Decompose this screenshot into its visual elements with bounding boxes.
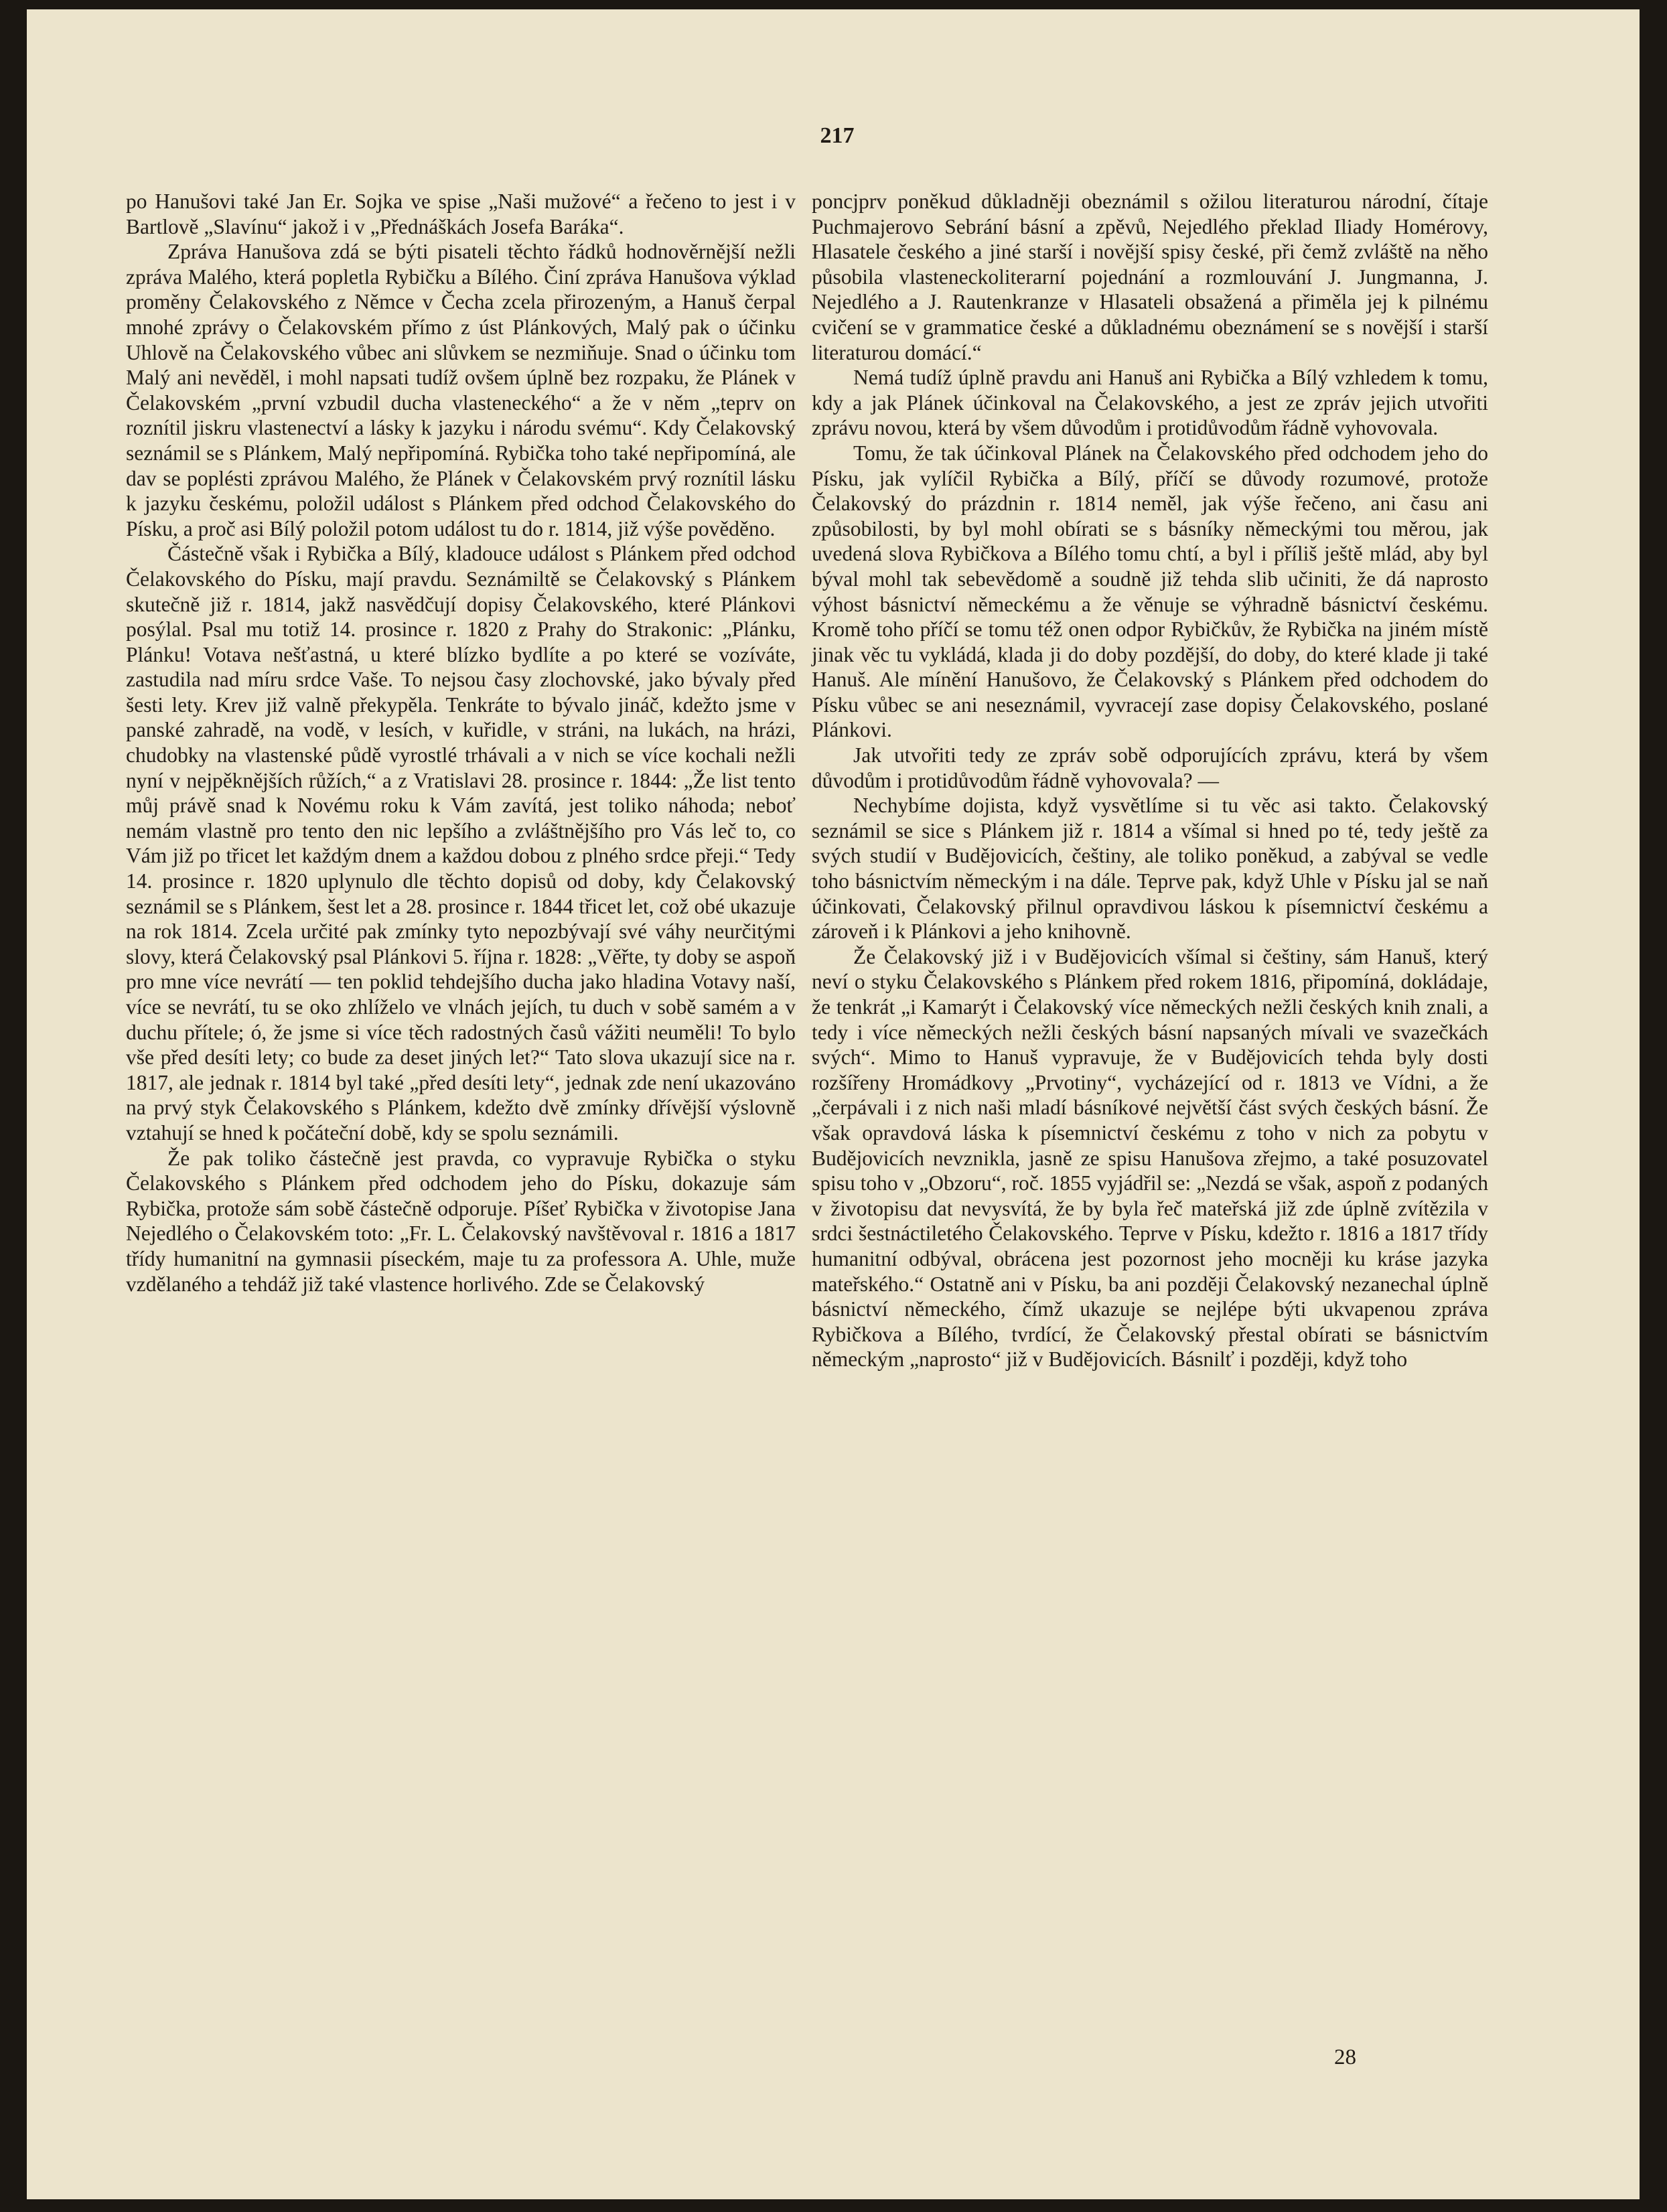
- page-number: 217: [820, 123, 855, 148]
- left-column-paragraph: Že pak toliko částečně jest pravda, co vypravuje Rybička o styku Čelakovského s Plánkem před odchodem jeho do Písku, dokazuje sám Rybička, protože sám sobě částečně odporuje. Píšeť Rybička v životopise Jana Nejedlého o Čelakovském toto: „Fr. L. Čelakovský navštěvoval r. 1816 a 1817 třídy humanitní na gymnasii píseckém, maje tu za professora A. Uhle, muže vzdělaného a tehdáž již také vlastence horlivého. Zde se Čelakovský: [126, 1146, 796, 1296]
- right-column-paragraph: Že Čelakovský již i v Budějovicích všímal si češtiny, sám Hanuš, který neví o styku Čelakovského s Plánkem před rokem 1816, připomíná, dokládaje, že tenkrát „i Kamarýt i Čelakovský více německých nežli českých knih znali, a tedy i více německých nežli českých básní napsaných mívali ve svazečkách svých“. Mimo to Hanuš vypravuje, že v Budějovicích tehda byly dosti rozšířeny Hromádkovy „Prvotiny“, vycházející od r. 1813 ve Vídni, a že „čerpávali i z nich naši mladí básníkové největší část svých českých básní. Že však opravdová láska k písemnictví českému z toho v nich za pobytu v Budějovicích nevznikla, jasně ze spisu Hanušova zřejmo, a také posuzovatel spisu toho v „Obzoru“, roč. 1855 vyjádřil se: „Nezdá se však, aspoň z podaných v životopisu dat nevysvítá, že by byla řeč mateřská již zde úplně zvítězila v srdci šestnáctiletého Čelakovského. Teprve v Písku, kdežto r. 1816 a 1817 třídy humanitní odbýval, obrácena jest pozornost jeho mocněji ku kráse jazyka mateřského.“ Ostatně ani v Písku, ba ani později Čelakovský nezanechal úplně básnictví německého, čímž ukazuje se nejlépe býti ukvapenou zpráva Rybičkova a Bílého, tvrdící, že Čelakovský přestal obírati se básnictvím německým „naprosto“ již v Budějovicích. Básnilť i později, když toho: [812, 944, 1488, 1372]
- right-column: [812, 189, 1488, 1372]
- printer-signature-mark: 28: [1334, 2045, 1356, 2069]
- right-column-paragraph: Nechybíme dojista, když vysvětlíme si tu věc asi takto. Čelakovský seznámil se sice s Plánkem již r. 1814 a všímal si hned po té, tedy ještě za svých studií v Budějovicích, češtiny, ale toliko poněkud, a zabýval se vedle toho básnictvím německým i na dále. Teprve pak, když Uhle v Písku jal se naň účinkovati, Čelakovský přilnul opravdivou láskou k písemnictví českému a zároveň i k Plánkovi a jeho knihovně.: [812, 794, 1488, 944]
- left-column-paragraph: Částečně však i Rybička a Bílý, kladouce událost s Plánkem před odchod Čelakovského do Písku, mají pravdu. Seznámiltě se Čelakovský s Plánkem skutečně již r. 1814, jakž nasvědčují dopisy Čelakovského, které Plánkovi posýlal. Psal mu totiž 14. prosince r. 1820 z Prahy do Strakonic: „Plánku, Plánku! Votava nešťastná, u které blízko bydlíte a po které se vozíváte, zastudila nad míru srdce Vaše. To nejsou časy zlochovské, jako bývaly před šesti lety. Krev již valně překypěla. Tenkráte to bývalo jináč, kdežto jsme v panské zahradě, na vodě, v lesích, v kuřidle, v stráni, na lukách, na hrázi, chudobky na vlastenské půdě vyrostlé trhávali a v nich se více kochali nežli nyní v nejpěknějších růžích,“ a z Vratislavi 28. prosince r. 1844: „Že list tento můj právě snad k Novému roku k Vám zavítá, jest toliko náhoda; neboť nemám vlastně pro tento den nic lepšího a zvláštnějšího pro Vás leč to, co Vám již po třicet let každým dnem a každou dobou z plného srdce přeji.“ Tedy 14. prosince r. 1820 uplynulo dle těchto dopisů od doby, kdy Čelakovský seznámil se s Plánkem, šest let a 28. prosince r. 1844 třicet let, což obé ukazuje na rok 1814. Zcela určité pak zmínky tyto nepozbývají své váhy neurčitými slovy, která Čelakovský psal Plánkovi 5. října r. 1828: „Věřte, ty doby se aspoň pro mne více nevrátí — ten poklid tehdejšího ducha jako hladina Votavy naší, více se nevrátí, tu se oko zhlíželo ve vlnách jejích, tu duch v sobě samém a v duchu přítele; ó, že jsme si více těch radostných časů vážiti neuměli! To bylo vše před desíti lety; co bude za deset jiných let?“ Tato slova ukazují sice na r. 1817, ale jednak r. 1814 byl také „před desíti lety“, jednak zde není ukazováno na prvý styk Čelakovského s Plánkem, kdežto dvě zmínky dřívější výslovně vztahují se hned k počáteční době, kdy se spolu seznámili.: [126, 542, 796, 1145]
- page-sheet: [27, 9, 1640, 2199]
- right-column-paragraph: Tomu, že tak účinkoval Plánek na Čelakovského před odchodem jeho do Písku, jak vylíčil Rybička a Bílý, příčí se důvody rozumové, protože Čelakovský do prázdnin r. 1814 neměl, jak výše řečeno, ani času ani způsobilosti, by byl mohl obírati se s básníky německými tou měrou, jak uvedená slova Rybičkova a Bílého tomu chtí, a byl i příliš ještě mlád, aby byl býval mohl tak sebevědomě a soudně již tehda slib učiniti, že dá naprosto výhost básnictví německému a že věnuje se výhradně básnictví českému. Kromě toho příčí se tomu též onen odpor Rybičkův, že Rybička na jiném místě jinak věc tu vykládá, klada ji do doby pozdější, do doby, do které klade ji také Hanuš. Ale mínění Hanušovo, že Čelakovský s Plánkem před odchodem do Písku vůbec se ani neseznámil, vyvracejí zase dopisy Čelakovského, poslané Plánkovi.: [812, 441, 1488, 742]
- left-column: [126, 189, 796, 1297]
- left-column-paragraph: Zpráva Hanušova zdá se býti pisateli těchto řádků hodnověrnější nežli zpráva Malého, která popletla Rybičku a Bílého. Činí zpráva Hanušova výklad proměny Čelakovského z Němce v Čecha zcela přirozeným, a Hanuš čerpal mnohé zprávy o Čelakovském přímo z úst Plánkových, Malý pak o účinku Uhlově na Čelakovského vůbec ani slůvkem se nezmiňuje. Snad o účinku tom Malý ani nevěděl, i mohl napsati tudíž ovšem úplně bez rozpaku, že Plánek v Čelakovském „první vzbudil ducha vlasteneckého“ a že v něm „teprv on roznítil jiskru vlastenectví a lásky k jazyku i národu svému“. Kdy Čelakovský seznámil se s Plánkem, Malý nepřipomíná. Rybička toho také nepřipomíná, ale dav se poplésti zprávou Malého, že Plánek v Čelakovském prvý roznítil lásku k jazyku českému, položil událost s Plánkem před odchod Čelakovského do Písku, a proč asi Bílý položil potom událost tu do r. 1814, již výše pověděno.: [126, 240, 796, 540]
- left-column-paragraph: po Hanušovi také Jan Er. Sojka ve spise „Naši mužové“ a řečeno to jest i v Bartlově „Slavínu“ jakož i v „Přednáškách Josefa Baráka“.: [126, 190, 796, 238]
- right-column-paragraph: Nemá tudíž úplně pravdu ani Hanuš ani Rybička a Bílý vzhledem k tomu, kdy a jak Plánek účinkoval na Čelakovského, a jest ze zpráv jejich utvořiti zprávu novou, která by všem důvodům i protidůvodům řádně vyhovovala.: [812, 366, 1488, 440]
- right-column-paragraph: Jak utvořiti tedy ze zpráv sobě odporujících zprávu, která by všem důvodům i protidůvodům řádně vyhovovala? —: [812, 743, 1488, 792]
- right-column-paragraph: poncjprv poněkud důkladněji obeznámil s ožilou literaturou národní, čítaje Puchmajerovo Sebrání básní a zpěvů, Nejedlého překlad Iliady Homérovy, Hlasatele českého a jiné starší i novější spisy české, při čemž zvláště na něho působila vlasteneckoliterarní pojednání a rozmlouvání J. Jungmanna, J. Nejedlého a J. Rautenkranze v Hlasateli obsažená a přiměla jej k pilnému cvičení se v grammatice české a důkladnému obeznámení se s novější i starší literaturou domácí.“: [812, 190, 1488, 364]
